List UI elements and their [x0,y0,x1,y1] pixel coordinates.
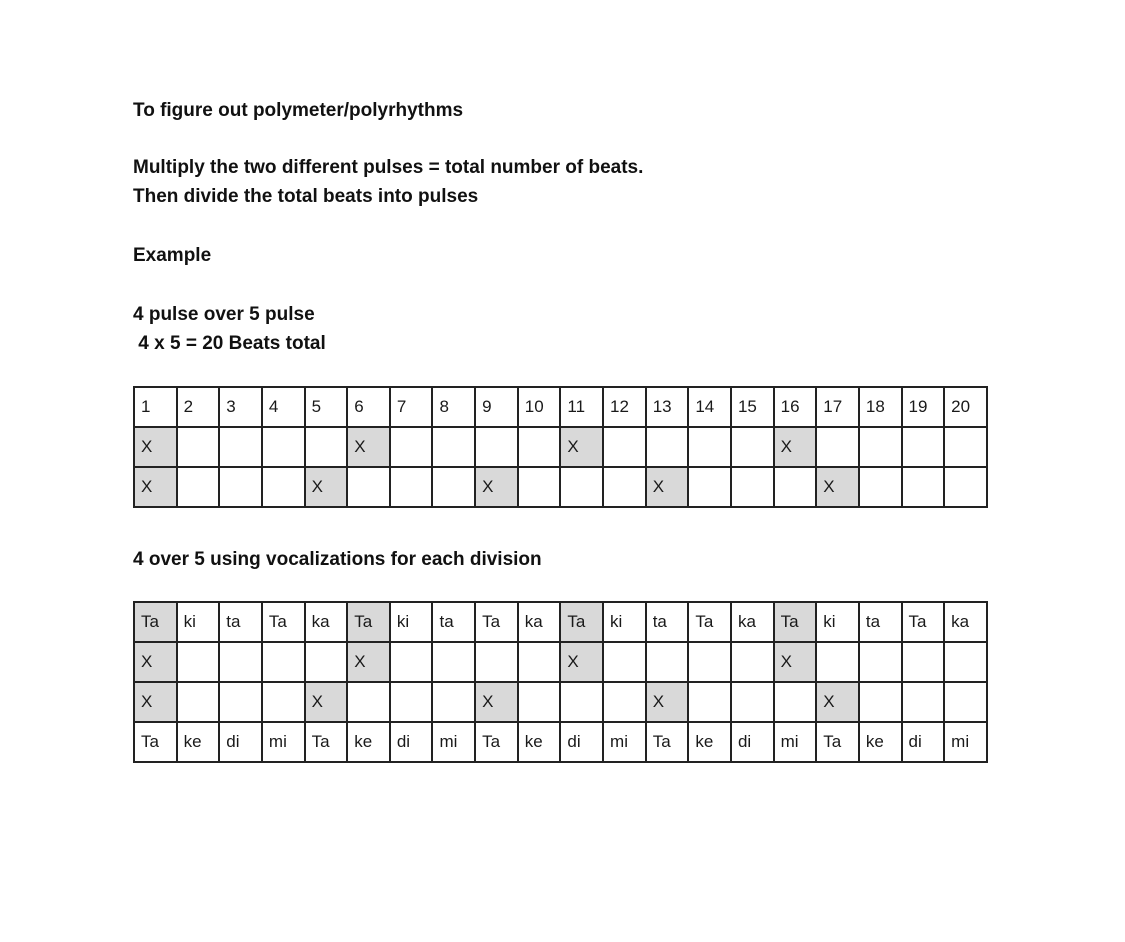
pulse-4-cell [731,427,774,467]
vocal-5-syllable-cell: ta [859,602,902,642]
pulse-4-row [134,427,987,467]
pulse-5-cell [390,467,433,507]
vocal-5-syllable-cell: ta [432,602,475,642]
pulse-4-cell [390,642,433,682]
vocal-4-syllable-cell: mi [603,722,646,762]
pulse-5-cell [262,467,305,507]
pulse-5-cell [688,467,731,507]
pulse-5-cell [944,467,987,507]
beat-number-cell: 15 [731,387,774,427]
beat-number-row [134,387,987,427]
pulse-5-cell [177,467,220,507]
vocal-4-syllable-cell: Ta [134,722,177,762]
pulse-5-cell [902,467,945,507]
vocal-4-syllable-cell: ke [177,722,220,762]
beats-table [133,386,988,508]
pulse-5-cell [688,682,731,722]
vocalization-4-row [134,722,987,762]
pulse-4-cell-hit: X [134,642,177,682]
vocal-5-syllable-cell: ta [219,602,262,642]
vocal-5-syllable-cell: ta [646,602,689,642]
beat-number-cell: 19 [902,387,945,427]
vocalization-5-row [134,602,987,642]
vocal-5-syllable-cell: ka [518,602,561,642]
pulse-4-cell-hit: X [774,642,817,682]
pulse-5-cell-hit: X [816,682,859,722]
beat-number-cell: 20 [944,387,987,427]
vocal-4-syllable-cell: mi [432,722,475,762]
pulse-5-cell [859,467,902,507]
vocal-4-syllable-cell: di [560,722,603,762]
beat-number-cell: 12 [603,387,646,427]
pulse-4-cell [432,427,475,467]
pulse-5-cell [774,467,817,507]
pulse-5-cell [518,467,561,507]
page-title: To figure out polymeter/polyrhythms [133,100,464,121]
vocal-4-syllable-cell: di [390,722,433,762]
pulse-4-cell [475,642,518,682]
pulse-5-cell-hit: X [134,682,177,722]
beat-number-cell: 18 [859,387,902,427]
example-formula: 4 x 5 = 20 Beats total [133,333,326,354]
beat-number-cell: 13 [646,387,689,427]
vocal-4-syllable-cell: ke [859,722,902,762]
pulse-5-cell [859,682,902,722]
pulse-5-cell [177,682,220,722]
pulse-5-cell [560,467,603,507]
vocal-5-syllable-cell: Ta [688,602,731,642]
pulse-4-cell [688,642,731,682]
pulse-5-cell [603,682,646,722]
pulse-5-cell [347,467,390,507]
pulse-4-cell [859,427,902,467]
pulse-4-cell [603,642,646,682]
vocal-4-syllable-cell: Ta [305,722,348,762]
example-heading: 4 pulse over 5 pulse [133,304,315,325]
pulse-4-cell [219,427,262,467]
vocal-5-syllable-cell: Ta [347,602,390,642]
pulse-4-cell [944,642,987,682]
pulse-4-cell [518,642,561,682]
vocal-5-syllable-cell: ka [944,602,987,642]
pulse-4-cell-hit: X [774,427,817,467]
example-label: Example [133,245,212,266]
vocal-5-syllable-cell: Ta [262,602,305,642]
vocal-4-syllable-cell: ke [347,722,390,762]
pulse-4-cell [305,427,348,467]
instruction-line-2: Then divide the total beats into pulses [133,186,479,207]
vocal-4-syllable-cell: ke [518,722,561,762]
pulse-4-cell-hit: X [347,642,390,682]
vocal-4-syllable-cell: ke [688,722,731,762]
pulse-4-cell [688,427,731,467]
pulse-5-cell [902,682,945,722]
beat-number-cell: 3 [219,387,262,427]
pulse-5-cell-hit: X [305,682,348,722]
beat-number-cell: 11 [560,387,603,427]
pulse-5-cell [944,682,987,722]
pulse-5-cell [432,467,475,507]
vocal-4-syllable-cell: mi [262,722,305,762]
vocal-5-syllable-cell: ka [731,602,774,642]
beat-number-cell: 8 [432,387,475,427]
vocal-5-syllable-cell: Ta [560,602,603,642]
pulse-4-cell [177,427,220,467]
beat-number-cell: 14 [688,387,731,427]
beat-number-cell: 10 [518,387,561,427]
pulse-5-cell-hit: X [816,467,859,507]
pulse-5-cell-hit: X [646,682,689,722]
pulse-5-cell [347,682,390,722]
beat-number-cell: 7 [390,387,433,427]
pulse-4-cell-hit: X [560,427,603,467]
vocal-4-syllable-cell: di [902,722,945,762]
pulse-4-cell [902,642,945,682]
pulse-5-cell [219,682,262,722]
vocal-5-syllable-cell: ki [816,602,859,642]
vocal-4-syllable-cell: Ta [816,722,859,762]
instruction-line-1: Multiply the two different pulses = total number of beats. [133,157,644,178]
beat-number-cell: 4 [262,387,305,427]
vocal-4-syllable-cell: Ta [475,722,518,762]
vocal-4-syllable-cell: mi [774,722,817,762]
pulse-4-row [134,642,987,682]
pulse-5-cell [774,682,817,722]
pulse-5-cell-hit: X [134,467,177,507]
pulse-4-cell-hit: X [134,427,177,467]
pulse-5-cell [390,682,433,722]
vocal-5-syllable-cell: ki [390,602,433,642]
pulse-5-cell-hit: X [305,467,348,507]
vocal-5-syllable-cell: ki [177,602,220,642]
pulse-4-cell [262,642,305,682]
vocal-5-syllable-cell: Ta [902,602,945,642]
pulse-5-cell [731,682,774,722]
vocal-5-syllable-cell: ki [603,602,646,642]
vocal-4-syllable-cell: di [731,722,774,762]
pulse-4-cell [603,427,646,467]
section-2-heading: 4 over 5 using vocalizations for each division [133,549,542,570]
pulse-5-cell-hit: X [646,467,689,507]
pulse-4-cell [432,642,475,682]
pulse-5-row [134,467,987,507]
pulse-4-cell [816,642,859,682]
pulse-5-cell [262,682,305,722]
vocal-4-syllable-cell: mi [944,722,987,762]
pulse-4-cell [177,642,220,682]
pulse-4-cell [944,427,987,467]
pulse-5-cell-hit: X [475,682,518,722]
pulse-4-cell-hit: X [347,427,390,467]
pulse-5-cell-hit: X [475,467,518,507]
vocal-5-syllable-cell: Ta [134,602,177,642]
vocal-5-syllable-cell: Ta [774,602,817,642]
beat-number-cell: 9 [475,387,518,427]
pulse-4-cell [475,427,518,467]
pulse-4-cell [816,427,859,467]
pulse-4-cell [646,427,689,467]
vocal-5-syllable-cell: Ta [475,602,518,642]
vocal-4-syllable-cell: Ta [646,722,689,762]
pulse-5-cell [603,467,646,507]
beat-number-cell: 2 [177,387,220,427]
beat-number-cell: 1 [134,387,177,427]
pulse-4-cell-hit: X [560,642,603,682]
vocal-4-syllable-cell: di [219,722,262,762]
pulse-5-cell [219,467,262,507]
pulse-4-cell [518,427,561,467]
pulse-4-cell [262,427,305,467]
beat-number-cell: 17 [816,387,859,427]
pulse-4-cell [902,427,945,467]
pulse-4-cell [219,642,262,682]
pulse-4-cell [731,642,774,682]
pulse-4-cell [646,642,689,682]
pulse-5-cell [518,682,561,722]
pulse-5-cell [731,467,774,507]
vocal-5-syllable-cell: ka [305,602,348,642]
beat-number-cell: 5 [305,387,348,427]
pulse-5-row [134,682,987,722]
pulse-5-cell [432,682,475,722]
beat-number-cell: 16 [774,387,817,427]
beat-number-cell: 6 [347,387,390,427]
pulse-4-cell [859,642,902,682]
vocalization-table [133,601,988,763]
pulse-5-cell [560,682,603,722]
pulse-4-cell [305,642,348,682]
pulse-4-cell [390,427,433,467]
